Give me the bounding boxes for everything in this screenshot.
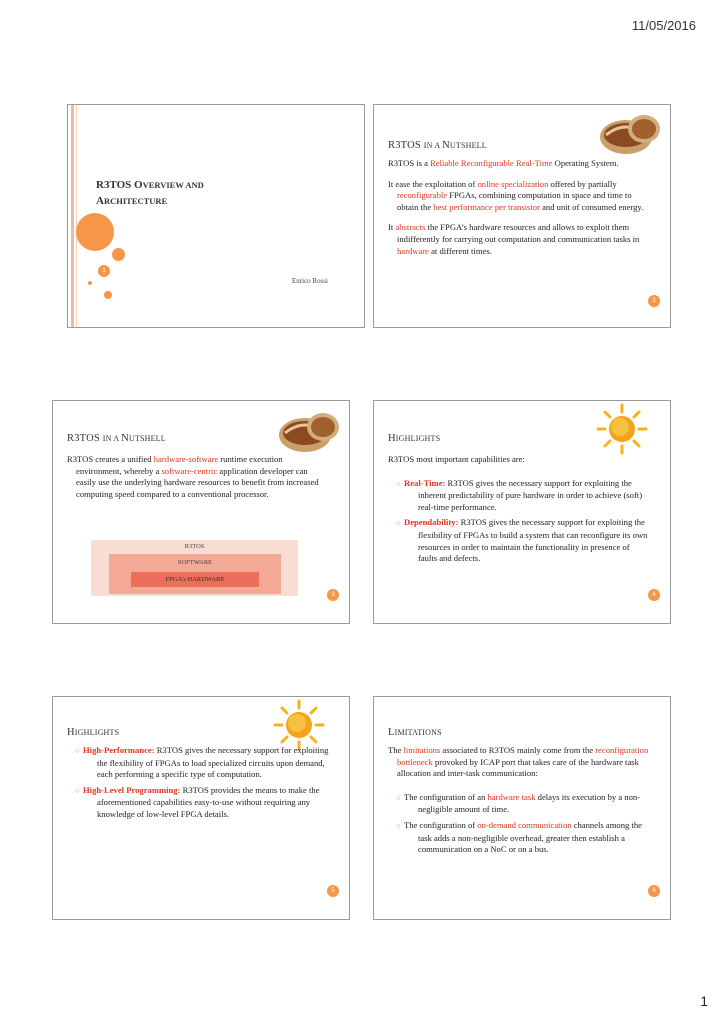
- list-item: ○ The configuration of on-demand communication channels among the task adds a non-negligible overhead, greater then establish a communication on a NoC or on a bus.: [396, 819, 642, 855]
- slide-body: The limitations associated to R3TOS mainly come from the reconfiguration bottleneck provoked by ICAP port that takes care of the hardware task allocation and inter-task communication: ○ The configuration of an hardware task delays its execution by a non-negligible amount of time. ○ The configuration of on-demand communication channels among the task adds a non-negligible overhead, greater then establish a communication on a NoC or on a bus.: [388, 745, 649, 855]
- decor-circle-large: [76, 213, 114, 251]
- bullet-icon: ○: [75, 786, 80, 795]
- slide-number: 4: [648, 589, 660, 601]
- slide-title: LIMITATIONS: [388, 727, 442, 738]
- slide-body: [67, 745, 329, 825]
- layer-software: SOFTWARE: [109, 554, 281, 594]
- slide-2: [373, 104, 671, 328]
- bullet-icon: ○: [396, 479, 401, 488]
- sun-icon: [273, 699, 325, 751]
- list-item: ○ The configuration of an hardware task delays its execution by a non-negligible amount of time.: [396, 791, 641, 815]
- page-date: 11/05/2016: [631, 18, 696, 33]
- list-item: ○ High-Level Programming: R3TOS provides the means to make the aforementioned capabilities easy-to-use without requiring any knowledge of low-level FPGA details.: [75, 784, 320, 819]
- bullet-icon: ○: [396, 793, 401, 802]
- slide-body: R3TOS is a Reliable Reconfigurable Real-Time Operating System. It ease the exploitation of online specialization offered by partially reconfigurable FPGAs, combining computation in space and time to obtain the best performance per transistor and unit of consumed energy. It abstracts the FPGA’s hardware resources and allows to exploit them indifferently for carrying out computation and communication tasks in hardware at different times.: [388, 158, 644, 256]
- slide-number: 6: [648, 885, 660, 897]
- slide-number: 5: [327, 885, 339, 897]
- slide-body: R3TOS most important capabilities are: ○ Real-Time: R3TOS gives the necessary support for exploiting the inherent predictability of pure hardware in order to achieve (soft) real-time performance. ○ Dependability: R3TOS gives the necessary support for exploiting the flexibility of FPGAs to build a system that can reconfigure its own resources in order to maintain the functionality in presence of faults and defects.: [388, 454, 650, 569]
- layer-fpga-hardware: FPGA’s HARDWARE: [131, 572, 259, 587]
- slide-title: R3TOS OVERVIEW AND ARCHITECTURE: [96, 179, 204, 207]
- bullet-icon: ○: [396, 519, 401, 528]
- list-item: ○ High-Performance: R3TOS gives the necessary support for exploiting the flexibility of FPGAs to load specialized circuits upon demand, each performing a specific type of computation.: [75, 745, 329, 780]
- bullet-icon: ○: [396, 821, 401, 830]
- slide-body: R3TOS creates a unified hardware-software runtime execution environment, whereby a software-centric application developer can easily use the underlying hardware resources to benefit from increased computing speed compared to a conventional processor.: [67, 454, 319, 499]
- sun-icon: [596, 403, 648, 455]
- slide-title: HIGHLIGHTS: [388, 433, 441, 444]
- slide-1: [67, 104, 365, 328]
- slide-5: [52, 696, 350, 920]
- decor-circle-medium: [112, 248, 125, 261]
- slide-title: R3TOS IN A NUTSHELL: [388, 140, 487, 151]
- layer-diagram: [91, 540, 298, 596]
- decor-circle-tiny: [88, 281, 92, 285]
- walnut-icon: [275, 405, 343, 457]
- slide-stripe: [71, 105, 74, 327]
- walnut-icon: [596, 107, 664, 159]
- slide-4: [373, 400, 671, 624]
- slide-6: [373, 696, 671, 920]
- slide-number: 3: [327, 589, 339, 601]
- layer-r3tos: R3TOS: [184, 543, 205, 550]
- page-number: 1: [700, 993, 708, 1009]
- slide-number: 2: [648, 295, 660, 307]
- slide-title: HIGHLIGHTS: [67, 727, 120, 738]
- slide-title: R3TOS IN A NUTSHELL: [67, 433, 166, 444]
- author-name: Enrico Rossi: [292, 277, 328, 285]
- slide-stripe: [76, 105, 77, 327]
- slide-number: 1: [98, 265, 110, 277]
- list-item: ○ Real-Time: R3TOS gives the necessary support for exploiting the inherent predictability of pure hardware in order to achieve (soft) real-time performance.: [396, 477, 643, 512]
- list-item: ○ Dependability: R3TOS gives the necessary support for exploiting the flexibility of FPGAs to build a system that can reconfigure its own resources in order to maintain the functionality in presence of faults and defects.: [396, 517, 648, 564]
- decor-circle-small: [104, 291, 112, 299]
- bullet-icon: ○: [75, 747, 80, 755]
- slide-3: [52, 400, 350, 624]
